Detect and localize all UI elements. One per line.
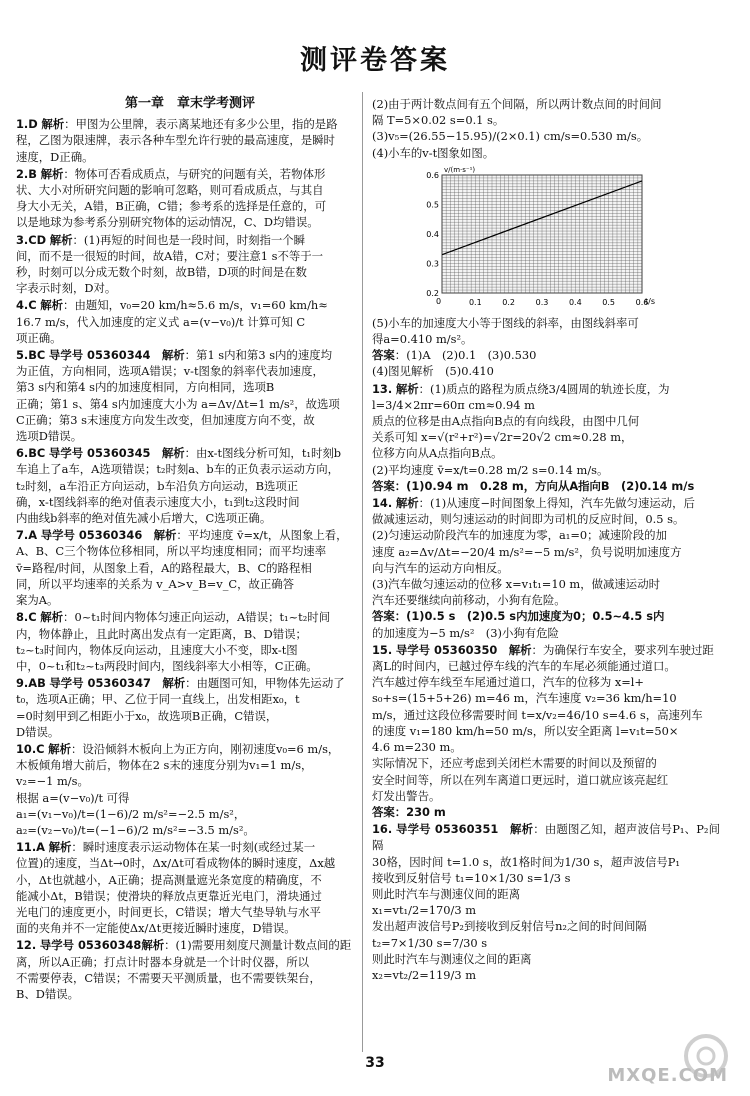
analysis-label: 解析: [40, 298, 64, 313]
text-line: x₂=vt₂/2=119/3 m: [372, 967, 476, 982]
text-line: 30格，因时间 t=1.0 s，故1格时间为1/30 s，超声波信号P₁: [372, 854, 680, 869]
text-line: (1)需要用刻度尺测量计数点间的距: [175, 938, 352, 953]
answer-text: 答案：(1)0.94 m 0.28 m，方向从A指向B (2)0.14 m/s: [372, 478, 695, 493]
text-line: 木板倾角增大前后，物体在2 s末的速度分别为v₁=1 m/s，: [16, 758, 313, 773]
analysis-label: 解析: [40, 166, 64, 181]
text-line: 由题知，v₀=20 km/h≈5.6 m/s，v₁=60 km/h≈: [74, 298, 328, 313]
text-line: 由x-t图线分析可知，t₁时刻b: [196, 446, 342, 461]
left-column: [16, 96, 364, 1003]
text-line: 同，所以平均速率的关系为 v_A>v_B=v_C，故正确答: [16, 576, 295, 591]
answer-text: 答案：230 m: [372, 804, 446, 819]
text-line: 第1 s内和第3 s内的速度均: [196, 348, 332, 363]
text-line: 第3 s内和第4 s内的加速度相同，方向相同，选项B: [16, 380, 275, 395]
text-line: 安全时间等，所以在列车离道口更远时，道口就应该亮起红: [372, 772, 669, 787]
text-line: 车追上了a车，A选项错误；t₂时刻a、b车的正负表示运动方向，: [16, 462, 340, 477]
y-tick-label: 0.4: [426, 229, 439, 239]
text-line: m/s，通过这段位移需要时间 t=x/v₂=46/10 s=4.6 s，高速列车: [372, 707, 703, 722]
text-line: a₁=(v₁−v₀)/t=(1−6)/2 m/s²=−2.5 m/s²，: [16, 806, 246, 821]
analysis-label: 导学号 05360351 解析: [396, 822, 534, 837]
text-line: 则此时汽车与测速仪之间的距离: [372, 951, 532, 966]
text-line: v₂=−1 m/s。: [16, 774, 89, 789]
question-number: 5.BC: [16, 348, 46, 363]
text-line: A、B、C三个物体位移相同，所以平均速度相同；而平均速率: [16, 544, 327, 559]
text-line: 灯发出警告。: [372, 788, 441, 803]
text-line: 正确；第1 s、第4 s内加速度大小为 a=Δv/Δt=1 m/s²，故选项: [16, 396, 340, 411]
text-line: 瞬时速度表示运动物体在某一时刻(或经过某一: [82, 840, 316, 855]
x-tick-label: 0.3: [535, 297, 549, 307]
text-line: (2)由于两计数点间有五个间隔，所以两计数点间的时间间: [372, 97, 662, 111]
text-line: l=3/4×2πr=60π cm≈0.94 m: [372, 397, 535, 412]
text-line: t₂~t₃时间内，物体反向运动，且速度大小不变，即x-t图: [16, 642, 298, 657]
question-number: 4.C: [16, 298, 37, 313]
text-line: 得a=0.410 m/s²。: [372, 332, 473, 347]
question-number: 9.AB: [16, 676, 46, 691]
analysis-label: 解析: [395, 381, 419, 396]
text-line: 离L的时间内，已越过停车线的汽车的车尾必须能通过道口。: [372, 659, 676, 674]
text-line: 内曲线b斜率的绝对值先减小后增大，C选项正确。: [16, 511, 272, 526]
text-line: B、D错误。: [16, 986, 80, 1001]
question-number: 6.BC: [16, 446, 46, 461]
text-line: 4.6 m=230 m。: [372, 740, 462, 755]
x-tick-label: 0.1: [468, 297, 482, 307]
text-line: 根据 a=(v−v₀)/t 可得: [16, 790, 130, 805]
text-line: 平均速度 v̄=x/t，从图象上看，: [187, 528, 348, 543]
text-line: 位移方向从A点指向B点。: [372, 446, 503, 461]
text-line: (3)v₅=(26.55−15.95)/(2×0.1) cm/s=0.530 m/s。: [372, 129, 649, 144]
text-line: 状、大小对所研究问题的影响可忽略，则可看成质点，与其自: [16, 183, 324, 198]
text-line: 速度 a₂=Δv/Δt=−20/4 m/s²=−5 m/s²，负号说明加速度方: [372, 544, 682, 559]
right-column: [372, 96, 720, 984]
text-line: 确，x-t图线斜率的绝对值表示速度大小，t₁到t₂这段时间: [16, 494, 300, 509]
analysis-label: 解析: [40, 610, 64, 625]
analysis-label: 解析: [48, 741, 71, 756]
text-line: 的速度 v₁=180 km/h=50 m/s，所以安全距离 l=v₁t=50×: [372, 723, 679, 738]
left-entry: 3.CD 解析：(1)再短的时间也是一段时间，时刻指一个瞬 间，而不是一很短的时间，故A错，C对；要注意1 s不等于一 秒，时刻可以分成无数个时刻，故B错，D项的时间是在数 字表示时刻，D对。: [16, 232, 364, 297]
entry-12-result: [372, 315, 720, 380]
question-number: 3.CD: [16, 232, 47, 247]
left-entry: 6.BC 导学号 05360345 解析：由x-t图线分析可知，t₁时刻b 车追上了a车，A选项错误；t₂时刻a、b车的正负表示运动方向， t₂时刻，a车沿正方向运动，b车沿负方向运动，B选项正 确，x-t图线斜率的绝对值表示速度大小，t₁到t₂这段时间 内曲线b斜率的绝对值先减小后增大，C选项正确。: [16, 445, 364, 526]
analysis-label: 解析: [48, 840, 72, 855]
text-line: 选项D错误。: [16, 429, 83, 444]
text-line: 字表示时刻，D对。: [16, 281, 117, 296]
text-line: 汽车还要继续向前移动，小狗有危险。: [372, 593, 566, 608]
text-line: (2)平均速度 v̄=x/t=0.28 m/2 s=0.14 m/s。: [372, 462, 609, 477]
left-entry: 7.A 导学号 05360346 解析：平均速度 v̄=x/t，从图象上看， A、B、C三个物体位移相同，所以平均速度相同；而平均速率 v̄=路程/时间，从图象上看，A的路程最大，B、C的路程相 同，所以平均速率的关系为 v_A>v_B=v_C，故正确答 案为A。: [16, 527, 364, 608]
text-line: D错误。: [16, 724, 60, 739]
text-line: 为正值，方向相同，选项A错误；v-t图象的斜率代表加速度，: [16, 364, 324, 379]
page-title: 测评卷答案: [300, 45, 450, 76]
text-line: 面的夹角并不一定能使Δx/Δt更接近瞬时速度，D错误。: [16, 921, 296, 936]
answer-text: 的加速度为−5 m/s² (3)小狗有危险: [372, 625, 559, 640]
question-number: 10.C: [16, 741, 45, 756]
question-number: 7.A: [16, 528, 38, 543]
text-line: 质点的位移是由A点指向B点的有向线段，由图中几何: [372, 414, 640, 429]
origin-label: 0: [436, 296, 442, 306]
text-line: 不需要停表，C错误；不需要天平测质量，也不需要铁架台，: [16, 970, 321, 985]
x-tick-label: 0.6: [635, 297, 649, 307]
text-line: (1)再短的时间也是一段时间，时刻指一个瞬: [83, 232, 306, 247]
text-line: 案为A。: [16, 593, 59, 608]
text-line: 位置)的速度，当Δt→0时，Δx/Δt可看成物体的瞬时速度，Δx越: [16, 856, 336, 871]
text-line: 程，乙图为限速牌，表示各种车型允许行驶的最高速度，是瞬时: [16, 133, 335, 148]
text-line: 关系可知 x=√(r²+r²)=√2r=20√2 cm≈0.28 m，: [372, 430, 633, 445]
text-line: 秒，时刻可以分成无数个时刻，故B错，D项的时间是在数: [16, 265, 307, 280]
text-line: 做减速运动，则匀速运动的时间即为司机的反应时间，0.5 s。: [372, 512, 685, 527]
text-line: 汽车越过停车线至车尾通过道口，汽车的位移为 x=l+: [372, 675, 644, 690]
question-number: 12.: [16, 938, 37, 953]
text-line: 物体可否看成质点，与研究的问题有关，若物体形: [74, 166, 326, 181]
text-line: 中，0~t₁和t₂~t₃两段时间内，图线斜率大小相等，C正确。: [16, 658, 318, 673]
text-line: (1)从速度−时间图象上得知，汽车先做匀速运动，后: [430, 496, 695, 511]
x-axis-label: t/s: [645, 296, 655, 306]
text-line: (1)质点的路程为质点绕3/4圆周的轨迹长度，为: [430, 381, 670, 396]
question-number: 14.: [372, 496, 393, 511]
text-line: =0时刻甲到乙相距小于x₀，故选项B正确，C错误，: [16, 708, 278, 723]
x-tick-label: 0.4: [568, 297, 582, 307]
text-line: 向与汽车的运动方向相反。: [372, 560, 509, 575]
text-line: 则此时汽车与测速仪间的距离: [372, 886, 521, 901]
text-line: 以是地球为参考系分别研究物体的运动情况，C、D均错误。: [16, 215, 319, 230]
text-line: 设沿倾斜木板向上为正方向，刚初速度v₀=6 m/s，: [82, 741, 340, 756]
text-line: 速度，D正确。: [16, 149, 94, 164]
analysis-label: 解析: [41, 117, 65, 132]
question-number: 16.: [372, 822, 393, 837]
text-line: t₀，选项A正确；甲、乙位于同一直线上，出发相距x₀，t: [16, 692, 300, 707]
vt-graph: [412, 163, 662, 313]
question-number: 11.A: [16, 840, 45, 855]
analysis-label: 导学号 05360350 解析: [395, 642, 532, 657]
text-line: 小，Δt也就越小，A正确；提高测量遮光条宽度的精确度，不: [16, 872, 322, 887]
text-line: 间，而不是一很短的时间，故A错，C对；要注意1 s不等于一: [16, 248, 324, 263]
answer-label: 答案: [372, 348, 395, 363]
text-line: 实际情况下，还应考虑到关闭栏木需要的时间以及预留的: [372, 756, 657, 771]
analysis-label: 解析: [49, 232, 73, 247]
left-entry: 12. 导学号 05360348解析：(1)需要用刻度尺测量计数点间的距 离，所以A正确；打点计时器本身就是一个计时仪器，所以 不需要停表，C错误；不需要天平测质量，也不需要铁架台， B、D错误。: [16, 937, 364, 1002]
text-line: 由题图乙知，超声波信号P₁、P₂间隔: [372, 822, 721, 853]
analysis-label: 导学号 05360344 解析: [48, 348, 185, 363]
watermark-text: MXQE.COM: [607, 1065, 728, 1086]
y-axis-label: v/(m·s⁻¹): [444, 165, 476, 174]
page-number: 33: [365, 1055, 385, 1071]
right-entry: 15. 导学号 05360350 解析：为确保行车安全，要求列车驶过距 离L的时间内，已越过停车线的汽车的车尾必须能通过道口。 汽车越过停车线至车尾通过道口，汽车的位移为 x=l+ s₀+s=(15+5+26) m=46 m，汽车速度 v₂=36 km/h=10 m/s，通过这段位移需要时间 t=x/v₂=46/10 s=4.6 s，高速列车 的速度 v₁=180 km/h=50 m/s，所以安全距离 l=v₁t=50× 4.6 m=230 m。 实际情况下，还应考虑到关闭栏木需要的时间以及预留的 安全时间等，所以在列车离道口更远时，道口就应该亮起红 灯发出警告。 答案：230 m: [372, 642, 720, 820]
text-line: 0~t₁时间内物体匀速正向运动，A错误；t₁~t₂时间: [74, 610, 331, 625]
answer-text: ：(1)A (2)0.1 (3)0.530: [394, 348, 537, 363]
text-line: 项正确。: [16, 330, 62, 345]
left-entry: 9.AB 导学号 05360347 解析：由题图可知，甲物体先运动了 t₀，选项A正确；甲、乙位于同一直线上，出发相距x₀，t =0时刻甲到乙相距小于x₀，故选项B正确，C错误， D错误。: [16, 675, 364, 740]
y-tick-label: 0.5: [426, 200, 439, 210]
entry-12-continued: [372, 96, 720, 161]
text-line: t₂时刻，a车沿正方向运动，b车沿负方向运动，B选项正: [16, 478, 299, 493]
text-line: 能减小Δt，B错误；使滑块的释放点更靠近光电门，滑块通过: [16, 888, 322, 903]
text-line: t₂=7×1/30 s=7/30 s: [372, 935, 488, 950]
left-entry: 10.C 解析：设沿倾斜木板向上为正方向，刚初速度v₀=6 m/s， 木板倾角增大前后，物体在2 s末的速度分别为v₁=1 m/s， v₂=−1 m/s。 根据 a=(v−v₀)/t 可得 a₁=(v₁−v₀)/t=(1−6)/2 m/s²=−2.5 m/s²， a₂=(v₂−v₀)/t=(−1−6)/2 m/s²=−3.5 m/s²。: [16, 741, 364, 838]
text-line: x₁=vt₁/2=170/3 m: [372, 903, 476, 918]
left-entry: 2.B 解析：物体可否看成质点，与研究的问题有关，若物体形 状、大小对所研究问题的影响可忽略，则可看成质点，与其自 身大小无关，A错，B正确，C错；参考系的选择是任意的，可 以是地球为参考系分别研究物体的运动情况，C、D均错误。: [16, 166, 364, 231]
text-line: (2)匀速运动阶段汽车的加速度为零，a₁=0；减速阶段的加: [372, 528, 667, 543]
question-number: 15.: [372, 642, 393, 657]
left-entry: 4.C 解析：由题知，v₀=20 km/h≈5.6 m/s，v₁=60 km/h≈ 16.7 m/s，代入加速度的定义式 a=(v−v₀)/t 计算可知 C 项正确。: [16, 297, 364, 346]
right-entry: 13. 解析：(1)质点的路程为质点绕3/4圆周的轨迹长度，为 l=3/4×2πr=60π cm≈0.94 m 质点的位移是由A点指向B点的有向线段，由图中几何 关系可知 x=√(r²+r²)=√2r=20√2 cm≈0.28 m， 位移方向从A点指向B点。 (2)平均速度 v̄=x/t=0.28 m/2 s=0.14 m/s。 答案：(1)0.94 m 0.28 m，方向从A指向B (2)0.14 m/s: [372, 381, 720, 494]
question-number: 8.C: [16, 610, 37, 625]
y-tick-label: 0.3: [426, 259, 439, 269]
text-line: (4)小车的v-t图象如图。: [372, 145, 495, 160]
text-line: v̄=路程/时间，从图象上看，A的路程最大，B、C的路程相: [16, 560, 312, 575]
x-tick-label: 0.5: [602, 297, 616, 307]
text-line: (3)汽车做匀速运动的位移 x=v₁t₁=10 m，做减速运动时: [372, 577, 660, 592]
text-line: 发出超声波信号P₂到接收到反射信号n₂之间的时间间隔: [372, 919, 647, 934]
right-entry: 16. 导学号 05360351 解析：由题图乙知，超声波信号P₁、P₂间隔 30格，因时间 t=1.0 s，故1格时间为1/30 s，超声波信号P₁ 接收到反射信号 t₁=10×1/30 s=1/3 s 则此时汽车与测速仪间的距离 x₁=vt₁/2=170/3 m 发出超声波信号P₂到接收到反射信号n₂之间的时间间隔 t₂=7×1/30 s=7/30 s 则此时汽车与测速仪之间的距离 x₂=vt₂/2=119/3 m: [372, 822, 721, 982]
text-line: 接收到反射信号 t₁=10×1/30 s=1/3 s: [372, 870, 571, 885]
text-line: C正确；第3 s末速度方向发生改变，但加速度方向不变，故: [16, 412, 315, 427]
question-number: 1.D: [16, 117, 38, 132]
text-line: a₂=(v₂−v₀)/t=(−1−6)/2 m/s²=−3.5 m/s²。: [16, 822, 255, 837]
analysis-label: 解析: [395, 496, 419, 511]
text-line: 身大小无关，A错，B正确，C错；参考系的选择是任意的，可: [16, 199, 327, 214]
text-line: s₀+s=(15+5+26) m=46 m，汽车速度 v₂=36 km/h=10: [372, 691, 677, 706]
chapter-title: 第一章 章末学考测评: [124, 96, 255, 111]
text-line: 16.7 m/s，代入加速度的定义式 a=(v−v₀)/t 计算可知 C: [16, 314, 306, 329]
vt-chart-svg: [412, 163, 662, 313]
text-line: 甲图为公里牌，表示离某地还有多少公里，指的是路: [75, 117, 338, 132]
text-line: 离，所以A正确；打点计时器本身就是一个计时仪器，所以: [16, 954, 309, 969]
left-entry: 1.D 解析：甲图为公里牌，表示离某地还有多少公里，指的是路 程，乙图为限速牌，表示各种车型允许行驶的最高速度，是瞬时 速度，D正确。: [16, 116, 364, 165]
text-line: 光电门的速度更小，时间更长，C错误；增大气垫导轨与水平: [16, 904, 321, 919]
y-tick-label: 0.6: [426, 170, 439, 180]
left-entry: 8.C 解析：0~t₁时间内物体匀速正向运动，A错误；t₁~t₂时间 内，物体静止，且此时离出发点有一定距离，B、D错误； t₂~t₃时间内，物体反向运动，且速度大小不变，即x-t图 中，0~t₁和t₂~t₃两段时间内，图线斜率大小相等，C正确。: [16, 609, 364, 674]
answer-text: 答案：(1)0.5 s (2)0.5 s内加速度为0；0.5~4.5 s内: [372, 609, 665, 624]
left-entry: 5.BC 导学号 05360344 解析：第1 s内和第3 s内的速度均 为正值，方向相同，选项A错误；v-t图象的斜率代表加速度， 第3 s内和第4 s内的加速度相同，方向相同，选项B 正确；第1 s、第4 s内加速度大小为 a=Δv/Δt=1 m/s²，故选项 C正确；第3 s末速度方向发生改变，但加速度方向不变，故 选项D错误。: [16, 347, 364, 444]
x-tick-label: 0.2: [502, 297, 516, 307]
text-line: 由题图可知，甲物体先运动了: [196, 676, 345, 691]
analysis-label: 导学号 05360346 解析: [40, 528, 177, 543]
question-number: 2.B: [16, 166, 37, 181]
text-line: 隔 T=5×0.02 s=0.1 s。: [372, 113, 505, 128]
text-line: (5)小车的加速度大小等于图线的斜率，由图线斜率可: [372, 315, 639, 330]
question-number: 13.: [372, 381, 393, 396]
analysis-label: 导学号 05360345 解析: [48, 446, 185, 461]
answer-text: (4)图见解析 (5)0.410: [372, 364, 494, 379]
text-line: 内，物体静止，且此时离出发点有一定距离，B、D错误；: [16, 626, 307, 641]
analysis-label: 导学号 05360347 解析: [49, 676, 186, 691]
analysis-label: 导学号 05360348解析: [39, 938, 165, 953]
y-tick-label: 0.2: [426, 288, 439, 298]
left-entry: 11.A 解析：瞬时速度表示运动物体在某一时刻(或经过某一 位置)的速度，当Δt→0时，Δx/Δt可看成物体的瞬时速度，Δx越 小，Δt也就越小，A正确；提高测量遮光条宽度的精确度，不 能减小Δt，B错误；使滑块的释放点更靠近光电门，滑块通过 光电门的速度更小，时间更长，C错误；增大气垫导轨与水平 面的夹角并不一定能使Δx/Δt更接近瞬时速度，D错误。: [16, 839, 364, 936]
text-line: 为确保行车安全，要求列车驶过距: [542, 642, 714, 657]
right-entry: 14. 解析：(1)从速度−时间图象上得知，汽车先做匀速运动，后 做减速运动，则匀速运动的时间即为司机的反应时间，0.5 s。 (2)匀速运动阶段汽车的加速度为零，a₁=0；减速阶段的加 速度 a₂=Δv/Δt=−20/4 m/s²=−5 m/s²，负号说明加速度方 向与汽车的运动方向相反。 (3)汽车做匀速运动的位移 x=v₁t₁=10 m，做减速运动时 汽车还要继续向前移动，小狗有危险。 答案：(1)0.5 s (2)0.5 s内加速度为0；0.5~4.5 s内 的加速度为−5 m/s² (3)小狗有危险: [372, 495, 720, 641]
